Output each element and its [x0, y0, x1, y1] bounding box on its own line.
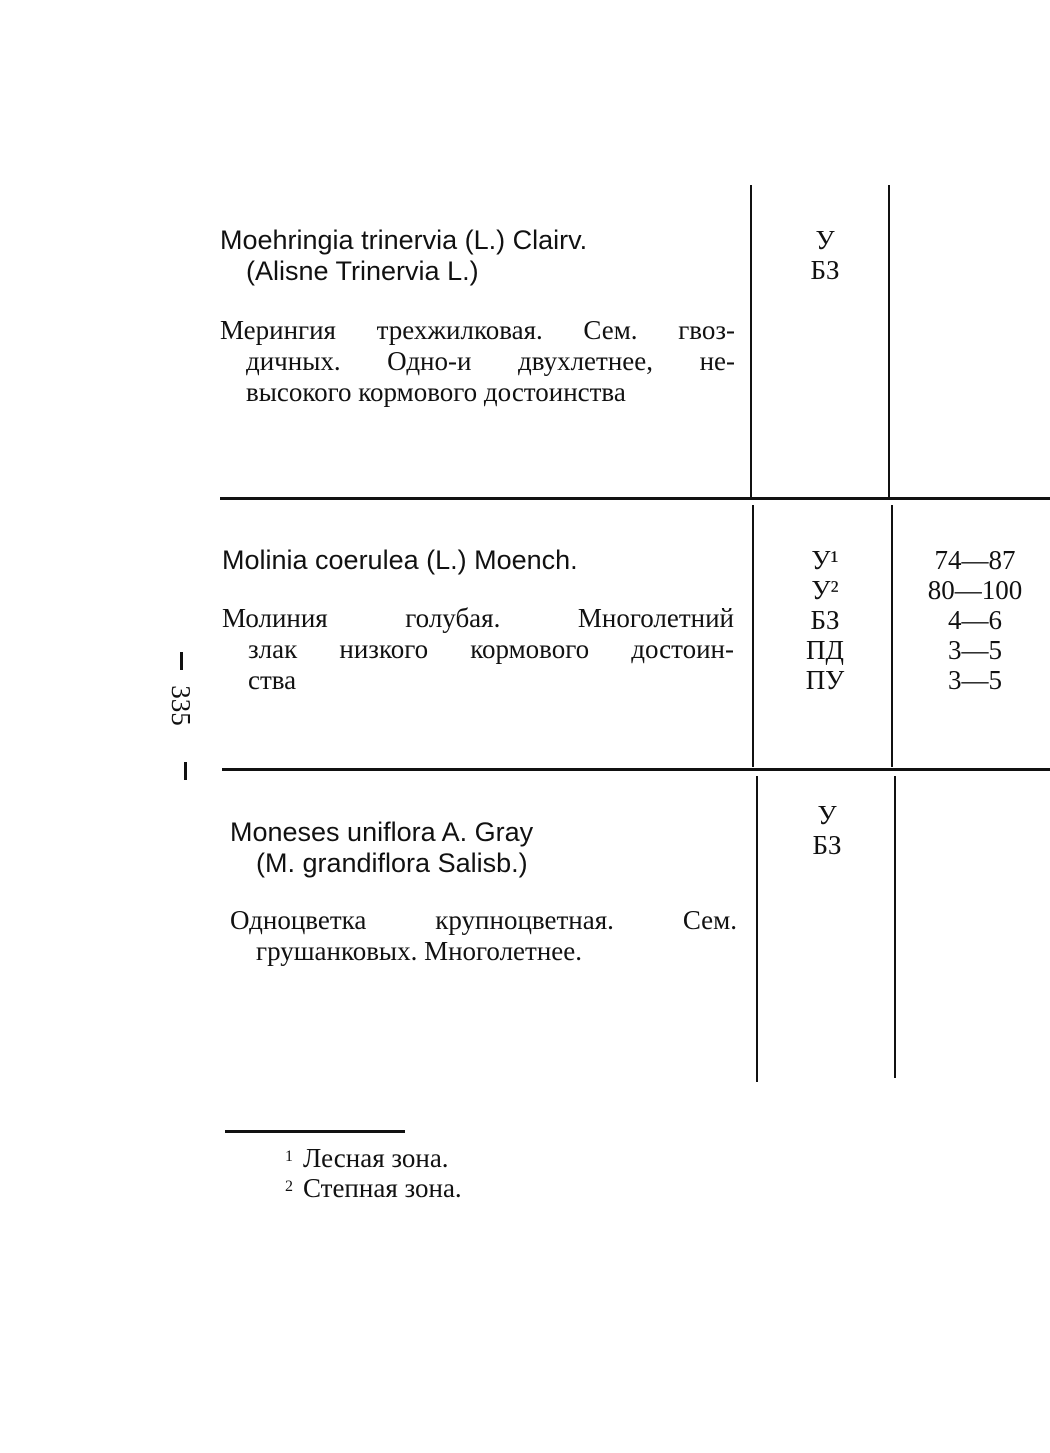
entry-2-code-1: У¹ — [811, 545, 839, 575]
entry-1-synonym: (Alisne Trinervia L.) — [246, 256, 479, 286]
footnote-2-mark: 2 — [285, 1178, 293, 1195]
entry-2-value-4: 3—5 — [948, 635, 1002, 665]
entry-3-codes — [782, 800, 872, 860]
entry-2-value-1: 74—87 — [934, 545, 1016, 575]
footnote-1-text: Лесная зона. — [303, 1143, 449, 1173]
entry-3-desc-line-2: грушанковых. Многолетнее. — [256, 936, 583, 966]
entry-3-latin — [230, 817, 533, 879]
entry-3-code-2: БЗ — [812, 830, 842, 860]
entry-2-latin-name: Molinia coerulea (L.) Moench. — [222, 545, 578, 575]
column-rule-1b — [752, 505, 754, 767]
footnote-rule — [225, 1130, 405, 1133]
footnote-2-text: Степная зона. — [303, 1173, 462, 1203]
page-number-dash-top — [180, 652, 183, 670]
entry-1-code-1: У — [815, 225, 835, 255]
entry-3-synonym: (M. grandiflora Salisb.) — [256, 848, 528, 878]
entry-1-desc-line-1: Мерингия трехжилковая. Сем. гвоз- — [220, 315, 735, 345]
entry-2-value-3: 4—6 — [948, 605, 1002, 635]
entry-2-code-2: У² — [811, 575, 839, 605]
entry-2-desc-line-3: ства — [248, 665, 297, 695]
entry-1-desc-line-3: высокого кормового достоинства — [246, 377, 626, 407]
column-rule-2c — [894, 776, 896, 1078]
footnote-1-mark: 1 — [285, 1148, 293, 1165]
column-rule-1c — [756, 776, 758, 1082]
row-rule-1 — [220, 497, 1050, 500]
entry-2-value-5: 3—5 — [948, 665, 1002, 695]
entry-2-code-5: ПУ — [805, 665, 845, 695]
entry-2-value-2: 80—100 — [927, 575, 1023, 605]
entry-3-desc-line-1: Одноцветка крупноцветная. Сем. — [230, 905, 737, 935]
entry-2-codes — [780, 545, 870, 695]
entry-2-desc-line-1: Молиния голубая. Многолетний — [222, 603, 734, 633]
column-rule-2a — [888, 185, 890, 497]
entry-2-latin — [222, 545, 578, 576]
entry-3-latin-name: Moneses uniflora A. Gray — [230, 817, 534, 847]
entry-3-code-1: У — [817, 800, 837, 830]
entry-1-desc-line-2: дичных. Одно-и двухлетнее, не- — [246, 346, 735, 376]
page-number: 335 — [165, 685, 196, 726]
row-rule-2 — [222, 768, 1050, 771]
page-number-dash-bottom — [184, 762, 187, 780]
entry-3-description — [230, 905, 737, 967]
entry-1-codes — [780, 225, 870, 285]
entry-1-latin — [220, 225, 587, 287]
entry-2-description — [222, 603, 734, 696]
entry-1-description — [220, 315, 735, 408]
entry-1-code-2: БЗ — [810, 255, 840, 285]
column-rule-2b — [891, 505, 893, 767]
entry-2-values — [905, 545, 1045, 695]
column-rule-1a — [750, 185, 752, 497]
entry-2-desc-line-2: злак низкого кормового достоин- — [248, 634, 734, 664]
footnote-2 — [285, 1172, 462, 1203]
entry-1-latin-name: Moehringia trinervia (L.) Clairv. — [220, 225, 588, 255]
footnote-1 — [285, 1142, 449, 1173]
entry-2-code-3: БЗ — [810, 605, 840, 635]
entry-2-code-4: ПД — [806, 635, 844, 665]
